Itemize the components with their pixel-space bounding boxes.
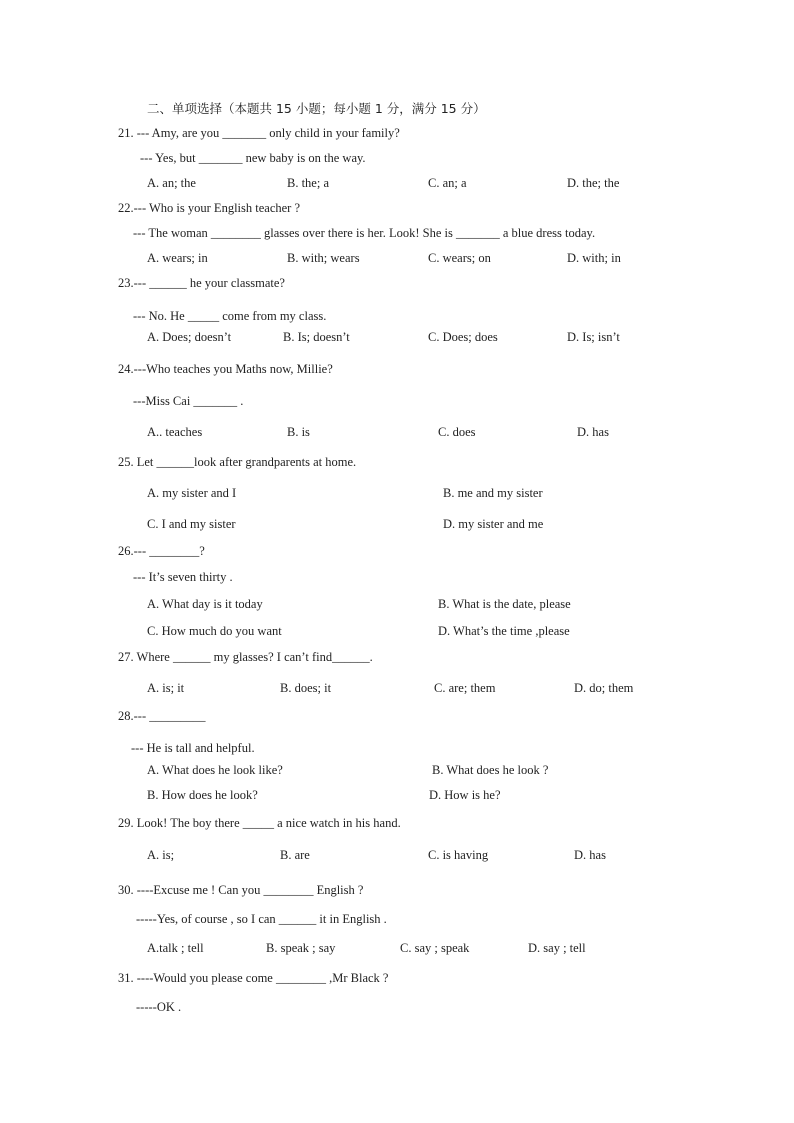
question-text: 23.--- (118, 276, 150, 290)
question-text: -----OK . (136, 1000, 182, 1014)
answer-option: A. What does he look like? (147, 763, 283, 777)
answer-option: C. an; a (428, 176, 467, 190)
answer-option: D. What’s the time ,please (438, 624, 570, 638)
answer-blank: ______ (172, 650, 211, 664)
question-text: --- No. He (133, 309, 188, 323)
answer-option: D. say ; tell (528, 941, 586, 955)
question-line (118, 970, 388, 986)
question-line (118, 454, 356, 470)
answer-blank: ________ (263, 883, 314, 897)
answer-option: B. me and my sister (443, 486, 543, 500)
answer-option: C. How much do you want (147, 624, 282, 638)
answer-blank: ________ (275, 971, 326, 985)
answer-blank: ______ (332, 650, 370, 664)
answer-blank: ________ (210, 226, 261, 240)
question-text: look after grandparents at home. (194, 455, 357, 469)
answer-option: A.talk ; tell (147, 941, 204, 955)
question-text: 22.--- Who is your English teacher ? (118, 201, 301, 215)
answer-blank: ______ (149, 276, 187, 290)
answer-option: B. with; wears (287, 251, 360, 265)
answer-blank: _______ (455, 226, 500, 240)
question-line (133, 308, 326, 324)
question-text: 24.---Who teaches you Maths now, Millie? (118, 362, 333, 376)
question-line (118, 708, 206, 724)
question-text: -----Yes, of course , so I can (136, 912, 279, 926)
question-line (140, 150, 366, 166)
answer-option: B. What does he look ? (432, 763, 549, 777)
question-line (133, 393, 243, 409)
answer-option: B. How does he look? (147, 788, 258, 802)
question-line (131, 740, 255, 756)
answer-option: D. Is; isn’t (567, 330, 620, 344)
answer-option: A. an; the (147, 176, 196, 190)
answer-option: B. does; it (280, 681, 332, 695)
question-line (118, 275, 285, 291)
question-text: English ? (313, 883, 364, 897)
answer-blank: ________ (149, 544, 200, 558)
question-text: a nice watch in his hand. (274, 816, 401, 830)
answer-option: D. has (577, 425, 609, 439)
question-text: it in English . (316, 912, 387, 926)
question-text: new baby is on the way. (242, 151, 366, 165)
answer-blank: ______ (278, 912, 317, 926)
answer-option: D. do; them (574, 681, 634, 695)
question-text: --- It’s seven thirty . (133, 570, 233, 584)
question-text: only child in your family? (266, 126, 400, 140)
answer-option: B. speak ; say (266, 941, 336, 955)
question-text: --- Yes, but (140, 151, 199, 165)
answer-blank: _______ (193, 394, 238, 408)
answer-option: D. my sister and me (443, 517, 544, 531)
answer-option: C. Does; does (428, 330, 498, 344)
question-text: 31. ----Would you please come (118, 971, 276, 985)
question-text: 27. Where (118, 650, 173, 664)
question-text: ,Mr Black ? (325, 971, 389, 985)
answer-option: A. is; (147, 848, 175, 862)
question-text: 29. Look! The boy there (118, 816, 243, 830)
answer-option: D. has (574, 848, 606, 862)
answer-option: B. Is; doesn’t (283, 330, 350, 344)
answer-option: C. I and my sister (147, 517, 236, 531)
question-line (136, 911, 387, 927)
question-line (118, 543, 205, 559)
question-text: 28.--- (118, 709, 150, 723)
answer-option: B. are (280, 848, 310, 862)
question-line (118, 200, 300, 216)
question-text: 25. Let (118, 455, 157, 469)
answer-blank: _____ (187, 309, 220, 323)
question-text: come from my class. (219, 309, 327, 323)
answer-option: A. my sister and I (147, 486, 237, 500)
question-text: he your classmate? (186, 276, 285, 290)
answer-option: A. is; it (147, 681, 185, 695)
question-line (118, 649, 373, 665)
answer-blank: _______ (222, 126, 267, 140)
question-text: my glasses? I can’t find (210, 650, 333, 664)
answer-option: D. How is he? (429, 788, 501, 802)
question-text: --- He is tall and helpful. (131, 741, 255, 755)
question-line (118, 361, 333, 377)
question-text: --- The woman (133, 226, 211, 240)
answer-option: A. What day is it today (147, 597, 263, 611)
answer-option: B. is (287, 425, 310, 439)
question-text: 30. ----Excuse me ! Can you (118, 883, 264, 897)
answer-option: A. Does; doesn’t (147, 330, 232, 344)
answer-option: C. is having (428, 848, 489, 862)
question-text: glasses over there is her. Look! She is (260, 226, 456, 240)
question-line (133, 569, 233, 585)
question-line (136, 999, 181, 1015)
answer-blank: _____ (242, 816, 274, 830)
answer-option: D. with; in (567, 251, 621, 265)
question-text: 21. --- Amy, are you (118, 126, 223, 140)
answer-blank: _________ (149, 709, 206, 723)
section-title: 二、单项选择（本题共 15 小题；每小题 1 分，满分 15 分） (147, 101, 486, 116)
answer-option: A.. teaches (147, 425, 203, 439)
answer-blank: _______ (198, 151, 243, 165)
answer-option: C. are; them (434, 681, 496, 695)
question-text: ? (199, 544, 205, 558)
question-text: a blue dress today. (499, 226, 596, 240)
answer-option: C. does (438, 425, 476, 439)
answer-blank: ______ (156, 455, 195, 469)
question-text: . (369, 650, 373, 664)
answer-option: B. the; a (287, 176, 330, 190)
answer-option: A. wears; in (147, 251, 208, 265)
question-text: ---Miss Cai (133, 394, 194, 408)
question-text: . (237, 394, 244, 408)
question-line (133, 225, 595, 241)
question-line (118, 125, 400, 141)
answer-option: D. the; the (567, 176, 620, 190)
question-text: 26.--- (118, 544, 150, 558)
question-line (118, 882, 363, 898)
answer-option: C. say ; speak (400, 941, 470, 955)
question-line (118, 815, 401, 831)
answer-option: C. wears; on (428, 251, 491, 265)
answer-option: B. What is the date, please (438, 597, 571, 611)
